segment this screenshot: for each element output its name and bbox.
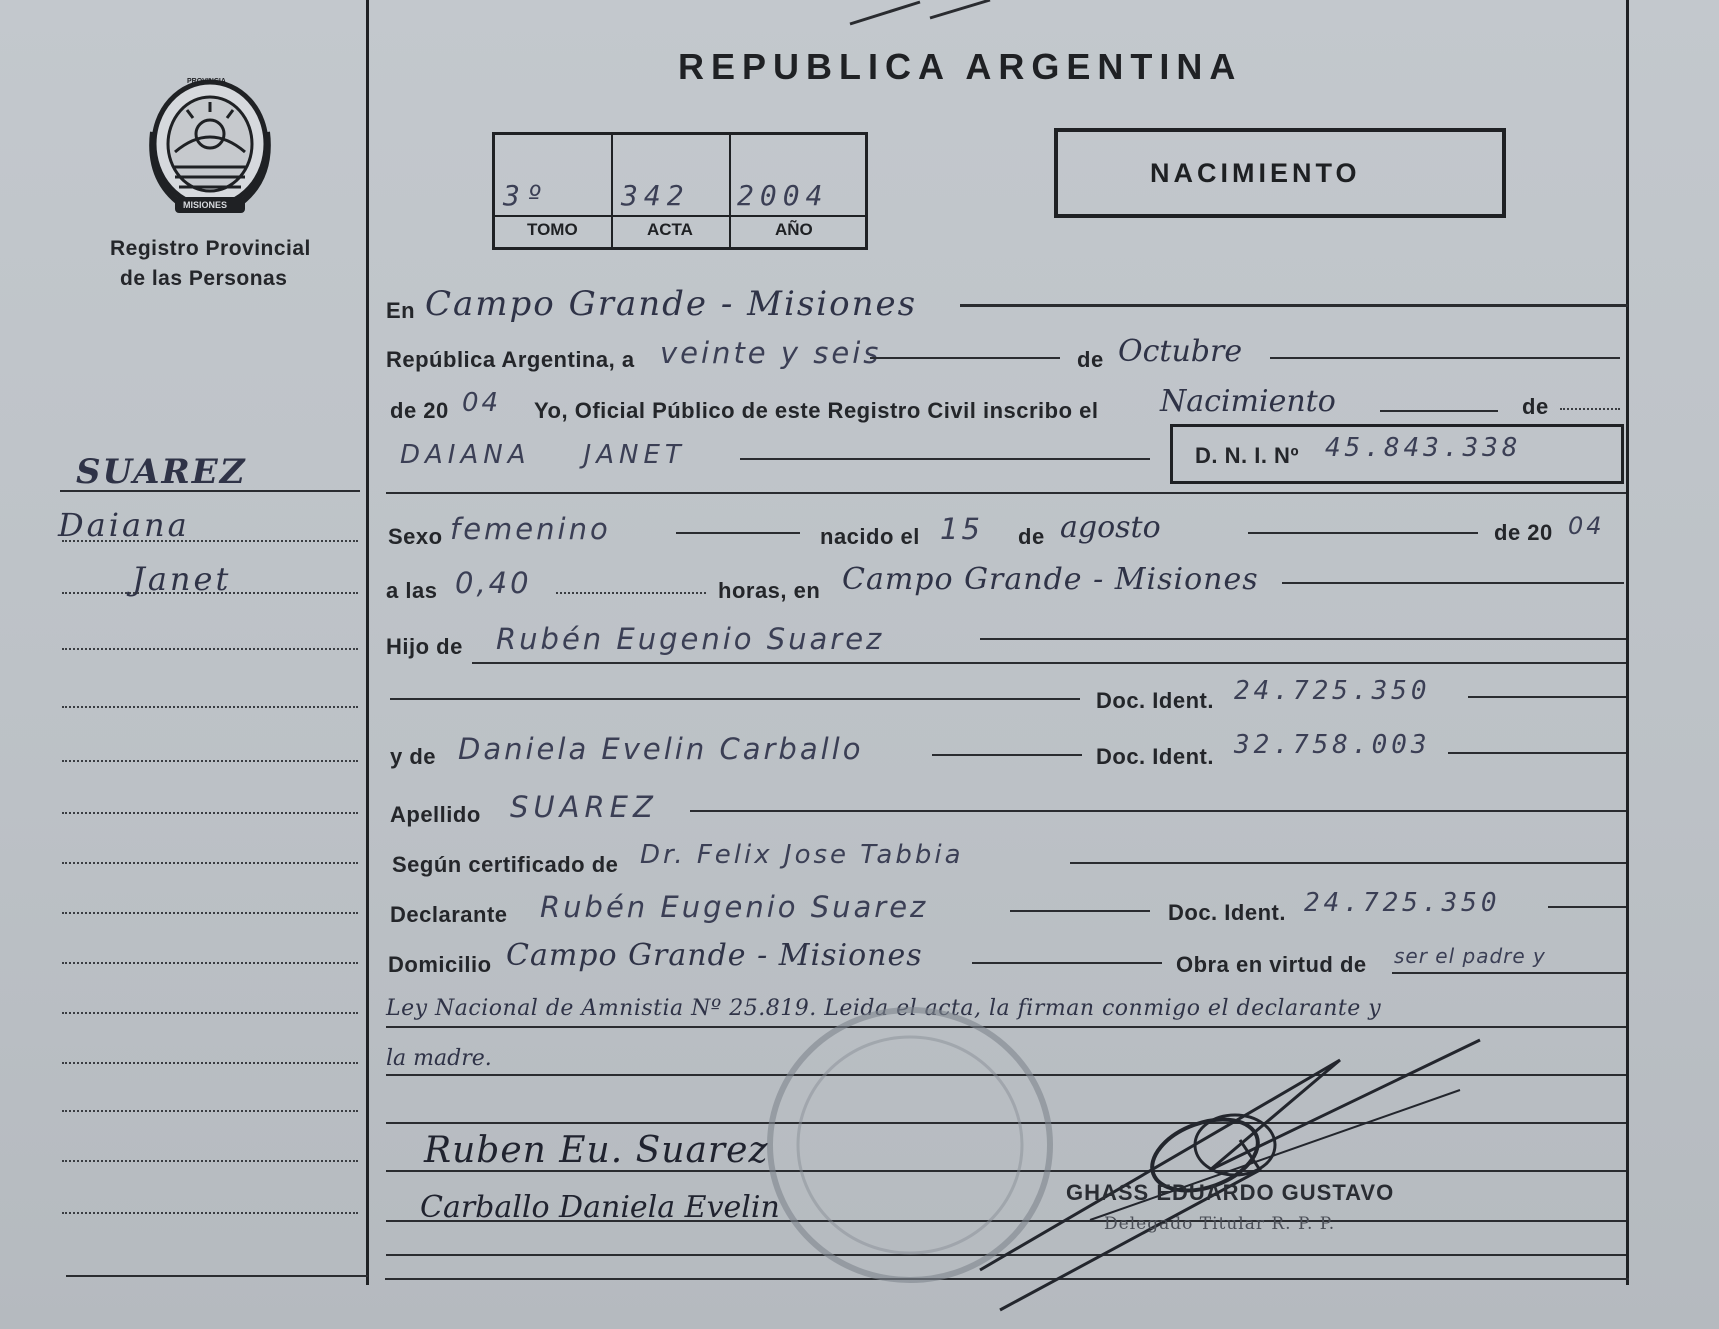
value-obra-line2: Ley Nacional de Amnistia Nº 25.819. Leida el acta, la firman conmigo el declarante y <box>386 996 1382 1021</box>
label-de-nombre: de <box>1522 394 1549 419</box>
label-doc-declarante: Doc. Ident. <box>1168 900 1286 925</box>
act-type-box <box>1054 128 1506 218</box>
label-segun-certificado: Según certificado de <box>392 852 619 877</box>
ano-label: AÑO <box>775 220 813 239</box>
label-obra-en-virtud: Obra en virtud de <box>1176 952 1367 977</box>
official-signature-scribble <box>960 1020 1520 1320</box>
value-hora: 0,40 <box>455 566 532 600</box>
label-de-mes: de <box>1077 347 1104 372</box>
right-border <box>1626 0 1629 1285</box>
tomo-value: 3º <box>503 179 549 212</box>
label-domicilio: Domicilio <box>388 952 492 977</box>
label-declarante: Declarante <box>390 902 508 927</box>
label-a-las: a las <box>386 578 438 603</box>
label-horas-en: horas, en <box>718 578 821 603</box>
value-mes-nac: agosto <box>1060 510 1161 545</box>
label-de-20: de 20 <box>390 398 449 423</box>
signature-madre: Carballo Daniela Evelin <box>420 1190 780 1225</box>
value-nombre: DAIANA JANET <box>400 440 686 470</box>
value-madre: Daniela Evelin Carballo <box>458 732 864 766</box>
value-declarante-doc: 24.725.350 <box>1304 888 1501 918</box>
value-sexo: femenino <box>450 512 611 546</box>
acta-label: ACTA <box>647 220 693 239</box>
value-lugar-nac: Campo Grande - Misiones <box>842 562 1259 597</box>
seal-bottom-text: MISIONES <box>183 200 228 210</box>
value-anio-nac: 04 <box>1568 512 1605 540</box>
margin-second-name: Janet <box>132 560 232 598</box>
acta-value: 342 <box>621 179 690 212</box>
value-madre-doc: 32.758.003 <box>1234 730 1431 760</box>
label-nacido: nacido el <box>820 524 920 549</box>
left-column-border <box>366 0 369 1285</box>
dni-box <box>1170 424 1624 484</box>
value-apellido: SUAREZ <box>510 790 658 824</box>
top-edge-marks <box>840 0 1000 30</box>
margin-surname: SUAREZ <box>76 452 247 492</box>
value-lugar: Campo Grande - Misiones <box>425 284 918 324</box>
signature-declarante: Ruben Eu. Suarez <box>424 1130 769 1171</box>
value-dia-nac: 15 <box>940 512 983 546</box>
label-doc-padre: Doc. Ident. <box>1096 688 1214 713</box>
label-sexo: Sexo <box>388 524 443 549</box>
value-padre-doc: 24.725.350 <box>1234 676 1431 706</box>
value-declarante: Rubén Eugenio Suarez <box>540 890 929 924</box>
registry-name-line1: Registro Provincial <box>110 237 311 260</box>
value-inscribe: Nacimiento <box>1160 384 1336 419</box>
label-republica: República Argentina, a <box>386 347 635 372</box>
act-type-title: NACIMIENTO <box>1150 158 1361 188</box>
label-doc-madre: Doc. Ident. <box>1096 744 1214 769</box>
registry-name-line2: de las Personas <box>120 267 288 290</box>
book-reference-table <box>492 132 868 250</box>
margin-first-name: Daiana <box>58 506 190 544</box>
value-domicilio: Campo Grande - Misiones <box>506 938 923 973</box>
label-hijo-de: Hijo de <box>386 634 463 659</box>
value-dia-letras: veinte y seis <box>660 336 882 370</box>
label-apellido: Apellido <box>390 802 481 827</box>
label-en: En <box>386 298 416 323</box>
provincial-seal <box>145 72 275 217</box>
value-obra-line3: la madre. <box>386 1046 492 1071</box>
value-certificado: Dr. Felix Jose Tabbia <box>640 840 964 870</box>
document-country-title: REPUBLICA ARGENTINA <box>678 46 1243 87</box>
label-de-20-nac: de 20 <box>1494 520 1553 545</box>
official-name: GHASS EDUARDO GUSTAVO <box>1066 1180 1395 1205</box>
label-de-mes-nac: de <box>1018 524 1045 549</box>
tomo-label: TOMO <box>527 220 578 239</box>
label-dni: D. N. I. Nº <box>1195 443 1299 468</box>
value-padre: Rubén Eugenio Suarez <box>496 622 885 656</box>
value-dni: 45.843.338 <box>1325 433 1522 463</box>
value-obra: ser el padre y <box>1394 944 1546 968</box>
seal-top-text: PROVINCIA <box>187 78 226 85</box>
value-anio-suffix: 04 <box>462 388 502 418</box>
official-title: Delegado Titular R. P. P. <box>1104 1214 1336 1234</box>
bottom-rule-left <box>66 1275 368 1277</box>
label-y-de: y de <box>390 744 437 769</box>
label-yo-oficial: Yo, Oficial Público de este Registro Civil inscribo el <box>534 398 1099 423</box>
ano-value: 2004 <box>737 179 829 212</box>
value-mes-letras: Octubre <box>1118 334 1243 369</box>
